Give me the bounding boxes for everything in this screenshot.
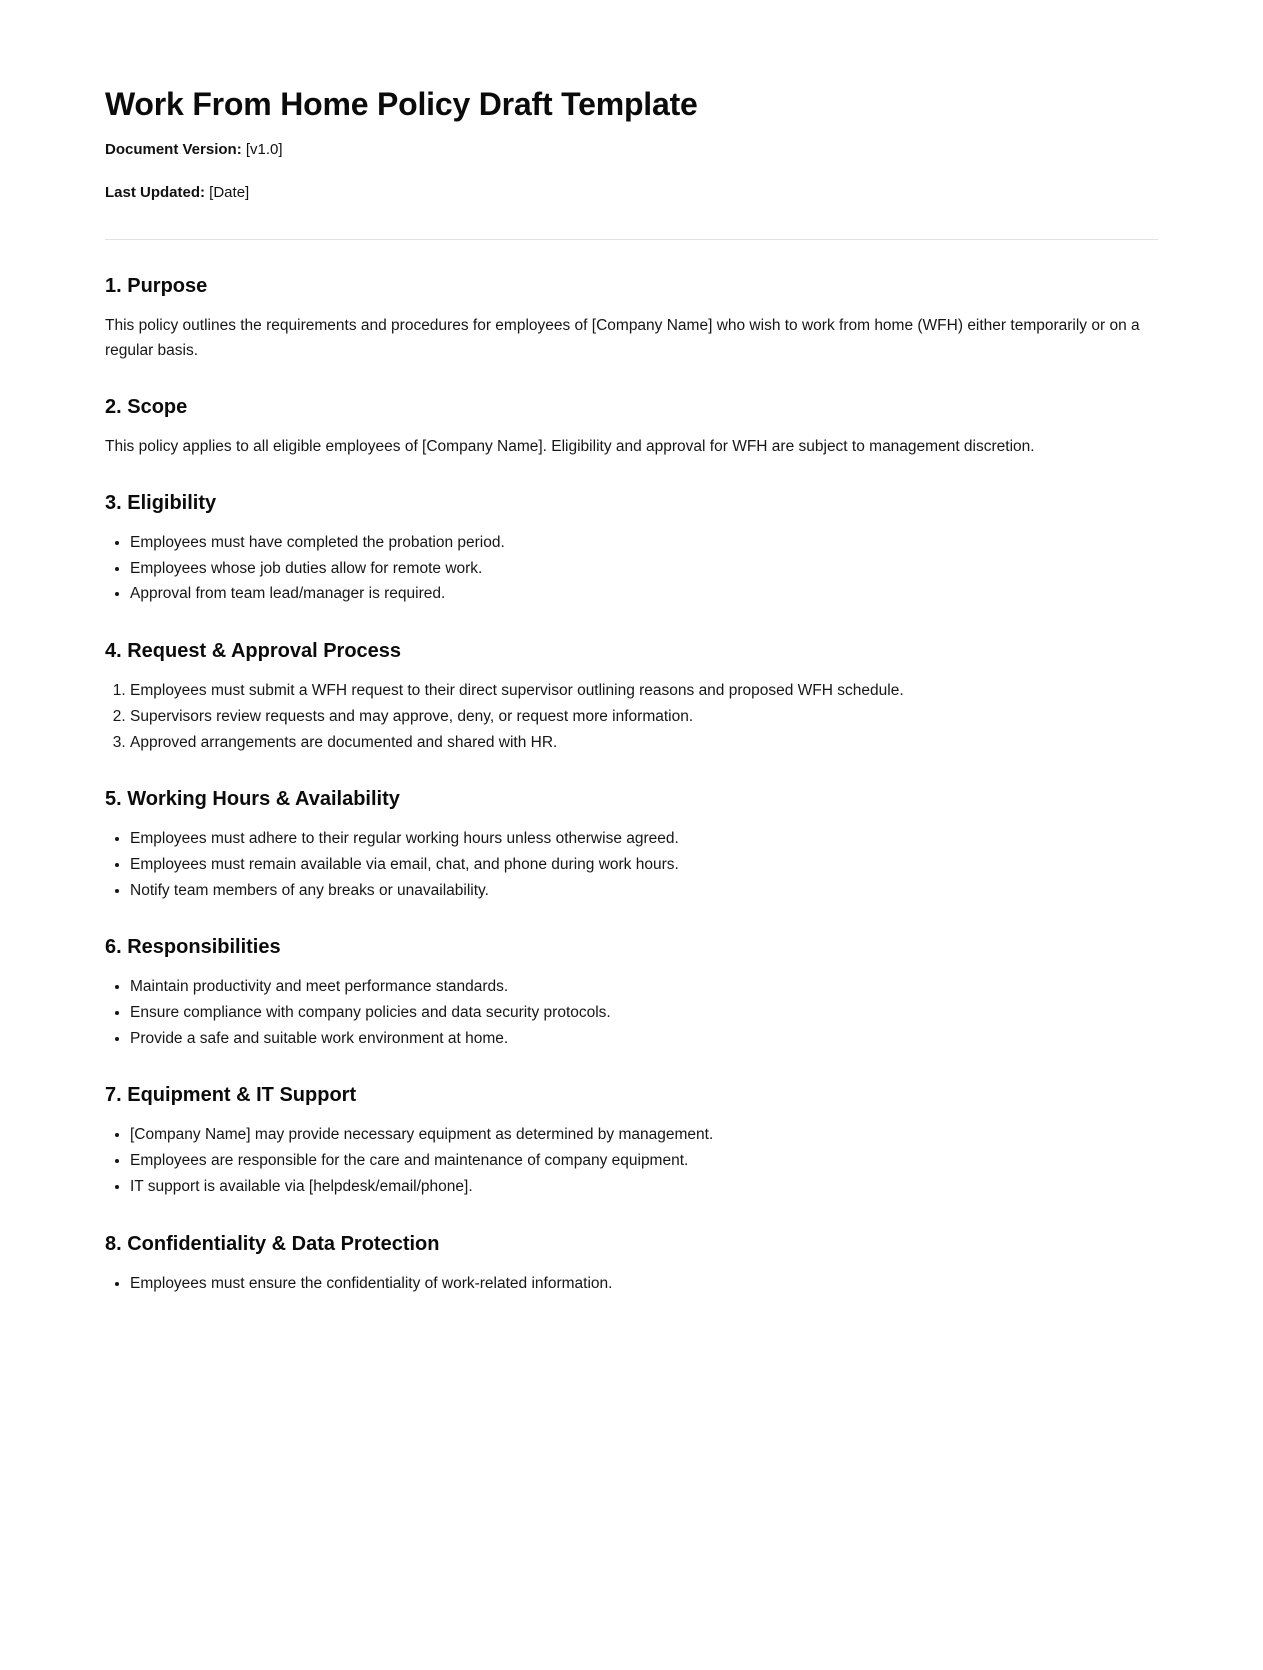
section-heading: 2. Scope xyxy=(105,396,188,418)
section-working-hours xyxy=(105,786,1158,903)
header-divider xyxy=(105,239,1158,240)
last-updated-value: [Date] xyxy=(205,184,250,201)
bullet-list xyxy=(105,1271,1158,1297)
list-item: • [Company Name] may provide necessary equipment as determined by management. xyxy=(130,1122,1158,1148)
section-paragraph: This policy applies to all eligible employees of [Company Name]. Eligibility and approval for WFH are subject to management discretion. xyxy=(105,438,1035,455)
bullet-list xyxy=(105,1122,1158,1199)
numbered-list xyxy=(105,678,1158,755)
document-version-value: [v1.0] xyxy=(241,141,283,158)
document-version xyxy=(105,140,1158,160)
list-item: • IT support is available via [helpdesk/email/phone]. xyxy=(130,1174,1158,1200)
section-eligibility xyxy=(105,490,1158,607)
section-paragraph: This policy outlines the requirements and procedures for employees of [Company Name] who wish to work from home (WFH) either temporarily or on a regular basis. xyxy=(105,317,1140,359)
section-heading: 8. Confidentiality & Data Protection xyxy=(105,1232,440,1255)
list-item: • Employees must remain available via email, chat, and phone during work hours. xyxy=(130,852,1158,878)
document-version-label: Document Version: xyxy=(105,141,242,158)
list-item: 3. Approved arrangements are documented and shared with HR. xyxy=(130,730,1158,756)
bullet-list xyxy=(105,826,1158,903)
list-item: • Employees whose job duties allow for remote work. xyxy=(130,556,1158,582)
section-heading: 7. Equipment & IT Support xyxy=(105,1084,357,1107)
list-item: 1. Employees must submit a WFH request to their direct supervisor outlining reasons and proposed WFH schedule. xyxy=(130,678,1158,704)
section-purpose xyxy=(105,273,1158,363)
list-item: • Employees must have completed the probation period. xyxy=(130,530,1158,556)
list-item: • Maintain productivity and meet performance standards. xyxy=(130,974,1158,1000)
list-item: • Provide a safe and suitable work environment at home. xyxy=(130,1026,1158,1052)
bullet-list xyxy=(105,974,1158,1051)
list-item: • Approval from team lead/manager is required. xyxy=(130,581,1158,607)
section-heading: 5. Working Hours & Availability xyxy=(105,788,400,811)
bullet-list xyxy=(105,530,1158,607)
section-heading: 4. Request & Approval Process xyxy=(105,640,402,663)
section-heading: 1. Purpose xyxy=(105,275,208,297)
list-item: 2. Supervisors review requests and may approve, deny, or request more information. xyxy=(130,704,1158,730)
section-equipment-it xyxy=(105,1082,1158,1199)
section-heading: 3. Eligibility xyxy=(105,492,217,514)
section-confidentiality xyxy=(105,1231,1158,1297)
list-item: • Employees must ensure the confidentiality of work-related information. xyxy=(130,1271,1158,1297)
list-item: • Ensure compliance with company policies and data security protocols. xyxy=(130,1000,1158,1026)
section-request-approval xyxy=(105,638,1158,755)
last-updated xyxy=(105,183,1158,203)
section-heading: 6. Responsibilities xyxy=(105,936,281,959)
list-item: • Notify team members of any breaks or unavailability. xyxy=(130,878,1158,904)
list-item: • Employees must adhere to their regular working hours unless otherwise agreed. xyxy=(130,826,1158,852)
list-item: • Employees are responsible for the care and maintenance of company equipment. xyxy=(130,1148,1158,1174)
section-scope xyxy=(105,394,1158,459)
last-updated-label: Last Updated: xyxy=(105,184,206,201)
document-title: Work From Home Policy Draft Template xyxy=(105,86,698,122)
section-responsibilities xyxy=(105,934,1158,1051)
